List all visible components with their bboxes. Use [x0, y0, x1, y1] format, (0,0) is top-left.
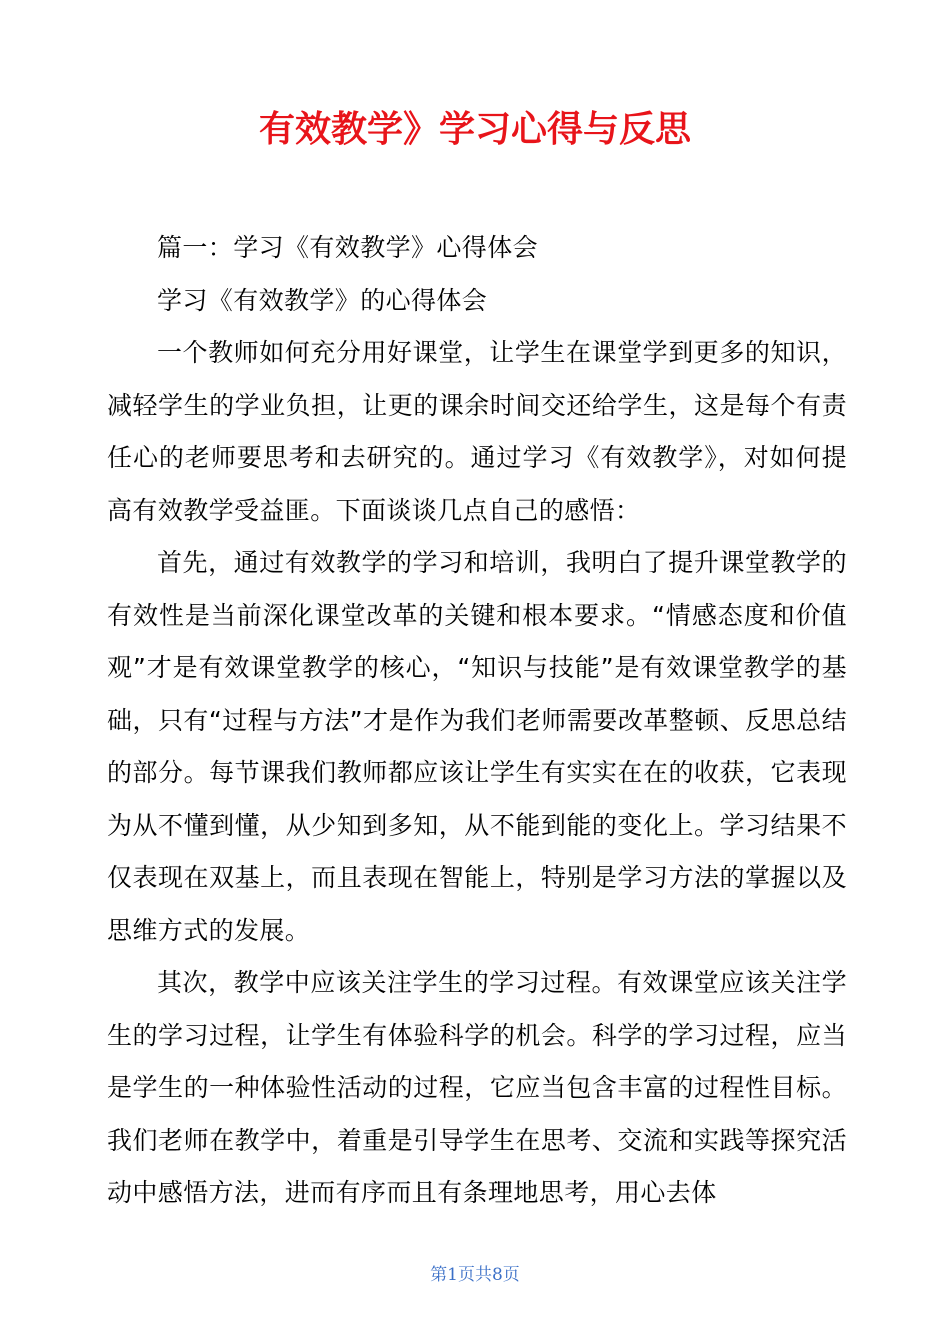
document-title: 有效教学》学习心得与反思: [258, 109, 691, 150]
page-number-footer: 第1页共8页: [430, 1265, 520, 1285]
body-paragraph: 一个教师如何充分用好课堂，让学生在课堂学到更多的知识，减轻学生的学业负担，让更的课余时间交还给学生，这是每个有责任心的老师要思考和去研究的。通过学习《有效教学》，对如何提高有效教学受益匪。下面谈谈几点自己的感悟：: [107, 338, 847, 525]
document-body: [107, 222, 847, 1220]
body-paragraph: 首先，通过有效教学的学习和培训，我明白了提升课堂教学的有效性是当前深化课堂改革的关键和根本要求。“情感态度和价值观”才是有效课堂教学的核心，“知识与技能”是有效课堂教学的基础，只有“过程与方法”才是作为我们老师需要改革整顿、反思总结的部分。每节课我们教师都应该让学生有实实在在的收获，它表现为从不懂到懂，从少知到多知，从不能到能的变化上。学习结果不仅表现在双基上，而且表现在智能上，特别是学习方法的掌握以及思维方式的发展。: [107, 548, 847, 945]
section-heading: 篇一：学习《有效教学》心得体会: [157, 233, 539, 262]
article-subtitle: 学习《有效教学》的心得体会: [157, 285, 488, 315]
body-paragraph: 其次，教学中应该关注学生的学习过程。有效课堂应该关注学生的学习过程，让学生有体验科学的机会。科学的学习过程，应当是学生的一种体验性活动的过程，它应当包含丰富的过程性目标。我们老师在教学中，着重是引导学生在思考、交流和实践等探究活动中感悟方法，进而有序而且有条理地思考，用心去体: [107, 968, 847, 1207]
